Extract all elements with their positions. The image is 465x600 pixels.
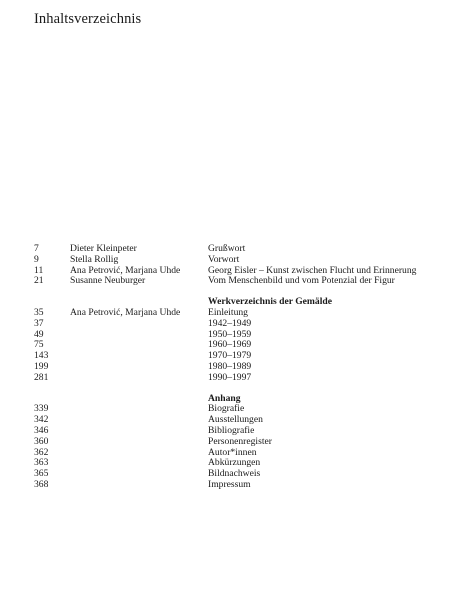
page-number: 199 bbox=[34, 360, 49, 372]
entry-title: 1960–1969 bbox=[208, 339, 252, 351]
toc-entry bbox=[0, 373, 465, 384]
page-number: 281 bbox=[34, 371, 49, 383]
entry-author: Ana Petrović, Marjana Uhde bbox=[70, 264, 181, 276]
entry-title: Autor*innen bbox=[208, 446, 257, 458]
entry-title: Bildnachweis bbox=[208, 468, 261, 480]
entry-author: Stella Rollig bbox=[70, 253, 119, 265]
toc-entry bbox=[0, 319, 465, 330]
entry-title: Georg Eisler – Kunst zwischen Flucht und Erinnerung bbox=[208, 264, 417, 276]
page-number: 143 bbox=[34, 350, 49, 362]
page-number: 346 bbox=[34, 424, 49, 436]
toc-group-werkverzeichnis bbox=[0, 297, 465, 383]
entry-title: Vom Menschenbild und vom Potenzial der Figur bbox=[208, 275, 395, 287]
toc-entry bbox=[0, 437, 465, 448]
entry-title: Bibliografie bbox=[208, 424, 255, 436]
entry-author: Dieter Kleinpeter bbox=[70, 243, 137, 254]
toc-group-front bbox=[0, 244, 465, 287]
entry-title: 1970–1979 bbox=[208, 350, 252, 362]
toc-entry bbox=[0, 276, 465, 287]
page-number: 339 bbox=[34, 403, 49, 415]
toc-entry bbox=[0, 480, 465, 491]
page-number: 37 bbox=[34, 317, 44, 329]
entry-title: Vorwort bbox=[208, 253, 240, 265]
section-title: Anhang bbox=[208, 392, 241, 404]
entry-title: 1990–1997 bbox=[208, 371, 252, 383]
page-number: 35 bbox=[34, 306, 44, 318]
entry-title: Personenregister bbox=[208, 435, 272, 447]
entry-title: Grußwort bbox=[208, 243, 246, 254]
entry-title: Biografie bbox=[208, 403, 245, 415]
entry-author: Ana Petrović, Marjana Uhde bbox=[70, 306, 181, 318]
page-number: 75 bbox=[34, 339, 44, 351]
entry-title: 1950–1959 bbox=[208, 328, 252, 340]
entry-title: 1980–1989 bbox=[208, 360, 252, 372]
page-number: 49 bbox=[34, 328, 44, 340]
page-number: 9 bbox=[34, 253, 39, 265]
page-number: 21 bbox=[34, 275, 44, 287]
page-number: 342 bbox=[34, 414, 49, 426]
entry-title: Abkürzungen bbox=[208, 457, 261, 469]
table-of-contents bbox=[0, 244, 465, 491]
entry-title: Einleitung bbox=[208, 306, 248, 318]
entry-title: Ausstellungen bbox=[208, 414, 263, 426]
page-number: 11 bbox=[34, 264, 44, 276]
page-number: 362 bbox=[34, 446, 49, 458]
toc-entry bbox=[0, 255, 465, 266]
page-number: 7 bbox=[34, 243, 39, 254]
page-number: 363 bbox=[34, 457, 49, 469]
entry-title: Impressum bbox=[208, 478, 251, 490]
page-number: 360 bbox=[34, 435, 49, 447]
page-number: 365 bbox=[34, 468, 49, 480]
toc-group-anhang bbox=[0, 394, 465, 491]
page-number: 368 bbox=[34, 478, 49, 490]
page-title: Inhaltsverzeichnis bbox=[34, 11, 142, 27]
section-title: Werkverzeichnis der Gemälde bbox=[208, 296, 332, 308]
entry-title: 1942–1949 bbox=[208, 317, 252, 329]
entry-author: Susanne Neuburger bbox=[70, 275, 146, 287]
